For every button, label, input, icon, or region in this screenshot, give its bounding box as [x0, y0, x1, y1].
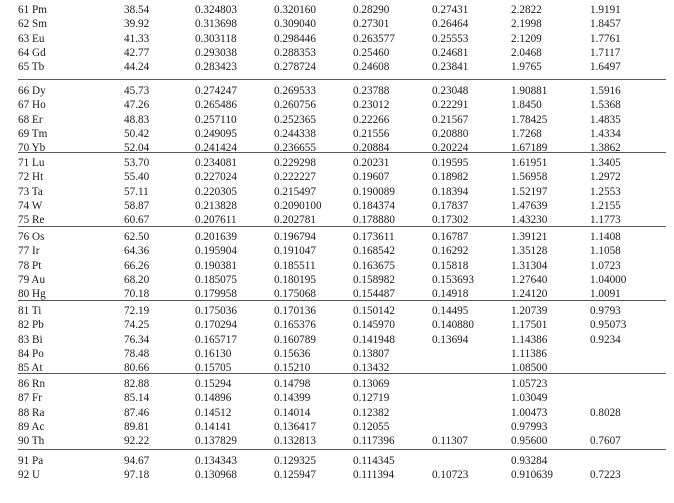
cell-col-5: 0.27431: [432, 4, 469, 16]
cell-col-1: 39.92: [124, 18, 150, 31]
table-row: [0, 287, 674, 301]
cell-element: 75 Re: [18, 214, 45, 227]
table-row: [0, 98, 674, 112]
cell-col-6: 1.24120: [511, 288, 548, 301]
cell-col-2: 0.324803: [195, 4, 237, 16]
cell-col-1: 80.66: [124, 362, 150, 375]
cell-col-1: 57.11: [124, 185, 149, 198]
cell-col-3: 0.278724: [274, 61, 316, 74]
table-row: [0, 230, 674, 244]
cell-col-2: 0.303118: [195, 32, 237, 45]
cell-col-4: 0.158982: [353, 273, 395, 286]
cell-col-6: 1.14386: [511, 333, 548, 346]
table-row: [0, 3, 674, 17]
cell-col-7: 1.1408: [590, 231, 621, 243]
cell-col-2: 0.134343: [195, 455, 237, 467]
cell-col-3: 0.170136: [274, 305, 316, 317]
cell-col-4: 0.145970: [353, 319, 395, 332]
cell-col-3: 0.229298: [274, 157, 316, 169]
cell-element: 88 Ra: [18, 406, 45, 419]
cell-col-6: 1.52197: [511, 185, 548, 198]
cell-col-6: 1.56958: [511, 171, 548, 184]
cell-col-6: 2.1998: [511, 18, 542, 31]
cell-col-3: 0.14798: [274, 378, 311, 390]
cell-col-4: 0.21556: [353, 127, 390, 140]
cell-col-6: 1.7268: [511, 127, 542, 140]
cell-col-1: 97.18: [124, 469, 150, 482]
cell-element: 78 Pt: [18, 259, 42, 272]
cell-col-2: 0.179958: [195, 288, 237, 301]
cell-col-6: 1.61951: [511, 157, 548, 169]
cell-col-4: 0.173611: [353, 231, 395, 243]
cell-col-2: 0.265486: [195, 99, 237, 112]
cell-col-6: 1.67189: [511, 142, 548, 155]
cell-col-6: 0.95600: [511, 435, 548, 448]
cell-col-7: 1.9191: [590, 4, 621, 16]
cell-col-1: 38.54: [124, 4, 150, 16]
cell-element: 74 W: [18, 199, 43, 212]
cell-element: 62 Sm: [18, 18, 47, 31]
cell-col-4: 0.20884: [353, 142, 390, 155]
cell-col-6: 1.90881: [511, 85, 548, 97]
cell-col-1: 53.70: [124, 157, 150, 169]
cell-col-5: 0.21567: [432, 113, 469, 126]
cell-col-5: 0.15818: [432, 259, 469, 272]
table-row: [0, 244, 674, 258]
cell-col-2: 0.249095: [195, 127, 237, 140]
cell-col-1: 64.36: [124, 245, 150, 258]
cell-col-2: 0.137829: [195, 435, 237, 448]
cell-col-5: 0.13694: [432, 333, 469, 346]
cell-col-6: 1.35128: [511, 245, 548, 258]
cell-element: 76 Os: [18, 231, 45, 243]
cell-col-6: 1.05723: [511, 378, 548, 390]
cell-col-3: 0.14399: [274, 392, 311, 405]
cell-element: 77 Ir: [18, 245, 40, 258]
cell-col-6: 1.27640: [511, 273, 548, 286]
cell-col-5: 0.23048: [432, 85, 469, 97]
cell-col-3: 0.15210: [274, 362, 311, 375]
table-row: [0, 170, 674, 184]
cell-col-4: 0.28290: [353, 4, 390, 16]
cell-col-6: 0.93284: [511, 455, 548, 467]
cell-col-2: 0.220305: [195, 185, 237, 198]
cell-col-5: 0.11307: [432, 435, 468, 448]
cell-col-5: 0.19595: [432, 157, 469, 169]
cell-col-1: 85.14: [124, 392, 150, 405]
cell-col-7: 0.7607: [590, 435, 621, 448]
cell-element: 90 Th: [18, 435, 45, 448]
cell-col-3: 0.125947: [274, 469, 316, 482]
cell-col-6: 1.43230: [511, 214, 548, 227]
cell-col-5: 0.153693: [432, 273, 474, 286]
table-row: [0, 156, 674, 170]
cell-col-1: 55.40: [124, 171, 150, 184]
cell-col-1: 94.67: [124, 455, 150, 467]
cell-col-2: 0.293038: [195, 46, 237, 59]
cell-col-2: 0.165717: [195, 333, 237, 346]
cell-col-3: 0.202781: [274, 214, 316, 227]
cell-col-5: 0.17837: [432, 199, 469, 212]
table-row: [0, 304, 674, 318]
cell-col-7: 1.4334: [590, 127, 621, 140]
cell-element: 86 Rn: [18, 378, 46, 390]
cell-col-4: 0.163675: [353, 259, 395, 272]
cell-col-6: 1.47639: [511, 199, 548, 212]
cell-col-3: 0.320160: [274, 4, 316, 16]
table-row: [0, 17, 674, 31]
cell-col-7: 0.7223: [590, 469, 621, 482]
cell-col-5: 0.25553: [432, 32, 469, 45]
cell-col-3: 0.136417: [274, 420, 316, 433]
cell-col-2: 0.14512: [195, 406, 232, 419]
table-row: [0, 391, 674, 405]
table-row: [0, 377, 674, 391]
cell-col-6: 0.97993: [511, 420, 548, 433]
cell-col-2: 0.170294: [195, 319, 237, 332]
cell-element: 83 Bi: [18, 333, 43, 346]
cell-col-4: 0.190089: [353, 185, 395, 198]
cell-col-5: 0.22291: [432, 99, 469, 112]
cell-col-3: 0.191047: [274, 245, 316, 258]
cell-col-7: 1.4835: [590, 113, 621, 126]
cell-col-2: 0.195904: [195, 245, 237, 258]
cell-col-7: 1.7117: [590, 46, 621, 59]
table-row: [0, 318, 674, 332]
cell-col-5: 0.18394: [432, 185, 469, 198]
cell-col-7: 0.9234: [590, 333, 621, 346]
cell-col-3: 0.252365: [274, 113, 316, 126]
cell-col-2: 0.227024: [195, 171, 237, 184]
cell-element: 70 Yb: [18, 142, 46, 155]
cell-col-2: 0.15294: [195, 378, 232, 390]
cell-col-3: 0.180195: [274, 273, 316, 286]
cell-col-5: 0.14495: [432, 305, 469, 317]
cell-col-4: 0.22266: [353, 113, 390, 126]
cell-col-2: 0.207611: [195, 214, 237, 227]
cell-col-3: 0.2090100: [274, 199, 322, 212]
cell-element: 73 Ta: [18, 185, 43, 198]
cell-col-3: 0.185511: [274, 259, 316, 272]
cell-col-1: 47.26: [124, 99, 150, 112]
cell-element: 81 Ti: [18, 305, 42, 317]
table-row: [0, 259, 674, 273]
group-divider: [18, 449, 666, 450]
cell-element: 65 Tb: [18, 61, 45, 74]
cell-col-1: 66.26: [124, 259, 150, 272]
table-row: [0, 333, 674, 347]
cell-col-3: 0.215497: [274, 185, 316, 198]
cell-col-3: 0.14014: [274, 406, 311, 419]
cell-col-1: 45.73: [124, 85, 150, 97]
cell-col-4: 0.13069: [353, 378, 390, 390]
cell-col-2: 0.185075: [195, 273, 237, 286]
cell-element: 69 Tm: [18, 127, 48, 140]
cell-col-7: 0.8028: [590, 406, 621, 419]
cell-col-7: 1.6497: [590, 61, 621, 74]
cell-col-2: 0.14141: [195, 420, 232, 433]
cell-element: 92 U: [18, 469, 41, 482]
cell-element: 72 Ht: [18, 171, 44, 184]
cell-element: 61 Pm: [18, 4, 47, 16]
table-row: [0, 113, 674, 127]
cell-col-7: 1.2155: [590, 199, 621, 212]
cell-element: 89 Ac: [18, 420, 45, 433]
cell-col-2: 0.16130: [195, 347, 232, 360]
cell-col-3: 0.196794: [274, 231, 316, 243]
group-divider: [18, 79, 666, 80]
cell-element: 80 Hg: [18, 288, 46, 301]
cell-col-4: 0.13807: [353, 347, 390, 360]
cell-col-4: 0.23012: [353, 99, 390, 112]
table-row: [0, 84, 674, 98]
cell-col-7: 1.0723: [590, 259, 621, 272]
cell-col-2: 0.175036: [195, 305, 237, 317]
cell-element: 63 Eu: [18, 32, 45, 45]
cell-col-2: 0.130968: [195, 469, 237, 482]
cell-col-1: 41.33: [124, 32, 150, 45]
cell-col-3: 0.260756: [274, 99, 316, 112]
cell-col-4: 0.168542: [353, 245, 395, 258]
cell-col-7: 1.5916: [590, 85, 621, 97]
cell-col-4: 0.23788: [353, 85, 390, 97]
cell-element: 66 Dy: [18, 85, 46, 97]
cell-col-1: 70.18: [124, 288, 150, 301]
cell-col-2: 0.234081: [195, 157, 237, 169]
cell-col-5: 0.20880: [432, 127, 469, 140]
cell-col-4: 0.12382: [353, 406, 390, 419]
cell-col-6: 1.9765: [511, 61, 542, 74]
cell-col-1: 62.50: [124, 231, 150, 243]
cell-col-7: 1.3862: [590, 142, 621, 155]
cell-col-6: 1.8450: [511, 99, 542, 112]
cell-col-5: 0.24681: [432, 46, 469, 59]
cell-col-4: 0.117396: [353, 435, 395, 448]
cell-col-2: 0.257110: [195, 113, 237, 126]
cell-col-7: 1.04000: [590, 273, 627, 286]
cell-col-5: 0.10723: [432, 469, 469, 482]
cell-col-5: 0.17302: [432, 214, 469, 227]
cell-col-4: 0.12719: [353, 392, 390, 405]
cell-col-3: 0.175068: [274, 288, 316, 301]
table-row: [0, 406, 674, 420]
cell-col-6: 1.20739: [511, 305, 548, 317]
cell-col-3: 0.160789: [274, 333, 316, 346]
cell-col-4: 0.24608: [353, 61, 390, 74]
table-row: [0, 273, 674, 287]
cell-col-3: 0.15636: [274, 347, 311, 360]
cell-col-5: 0.18982: [432, 171, 469, 184]
cell-col-1: 82.88: [124, 378, 150, 390]
cell-col-1: 52.04: [124, 142, 150, 155]
cell-col-5: 0.14918: [432, 288, 469, 301]
cell-col-1: 89.81: [124, 420, 150, 433]
cell-element: 79 Au: [18, 273, 46, 286]
cell-col-1: 42.77: [124, 46, 150, 59]
cell-col-4: 0.25460: [353, 46, 390, 59]
table-row: [0, 46, 674, 60]
cell-col-1: 78.48: [124, 347, 150, 360]
cell-col-1: 48.83: [124, 113, 150, 126]
cell-col-1: 44.24: [124, 61, 150, 74]
cell-element: 71 Lu: [18, 157, 45, 169]
cell-col-2: 0.241424: [195, 142, 237, 155]
table-row: [0, 141, 674, 155]
cell-element: 87 Fr: [18, 392, 42, 405]
cell-col-6: 1.17501: [511, 319, 548, 332]
cell-col-4: 0.19607: [353, 171, 390, 184]
cell-col-2: 0.190381: [195, 259, 237, 272]
cell-col-1: 76.34: [124, 333, 150, 346]
cell-col-4: 0.12055: [353, 420, 390, 433]
cell-col-7: 0.95073: [590, 319, 627, 332]
table-row: [0, 454, 674, 468]
cell-col-2: 0.213828: [195, 199, 237, 212]
cell-col-3: 0.288353: [274, 46, 316, 59]
table-row: [0, 213, 674, 227]
cell-col-6: 1.03049: [511, 392, 548, 405]
table-row: [0, 434, 674, 448]
cell-col-1: 50.42: [124, 127, 150, 140]
cell-col-2: 0.201639: [195, 231, 237, 243]
cell-col-6: 1.39121: [511, 231, 548, 243]
cell-col-6: 1.08500: [511, 362, 548, 375]
cell-col-5: 0.26464: [432, 18, 469, 31]
cell-col-5: 0.16292: [432, 245, 469, 258]
cell-col-7: 1.2972: [590, 171, 621, 184]
cell-col-3: 0.298446: [274, 32, 316, 45]
cell-col-6: 2.1209: [511, 32, 542, 45]
cell-col-4: 0.178880: [353, 214, 395, 227]
cell-col-4: 0.263577: [353, 32, 395, 45]
cell-col-1: 74.25: [124, 319, 150, 332]
table-row: [0, 185, 674, 199]
cell-col-7: 1.3405: [590, 157, 621, 169]
table-row: [0, 32, 674, 46]
cell-col-7: 1.1058: [590, 245, 621, 258]
cell-col-4: 0.184374: [353, 199, 395, 212]
table-row: [0, 60, 674, 74]
cell-col-5: 0.140880: [432, 319, 474, 332]
cell-col-2: 0.15705: [195, 362, 232, 375]
cell-col-5: 0.16787: [432, 231, 469, 243]
cell-col-2: 0.313698: [195, 18, 237, 31]
cell-col-4: 0.111394: [353, 469, 395, 482]
cell-col-3: 0.132813: [274, 435, 316, 448]
table-row: [0, 127, 674, 141]
cell-col-4: 0.13432: [353, 362, 390, 375]
cell-element: 82 Pb: [18, 319, 44, 332]
cell-element: 84 Po: [18, 347, 44, 360]
cell-element: 91 Pa: [18, 455, 44, 467]
cell-col-6: 0.910639: [511, 469, 553, 482]
table-row: [0, 361, 674, 375]
cell-col-3: 0.244338: [274, 127, 316, 140]
cell-col-7: 1.5368: [590, 99, 621, 112]
cell-col-1: 92.22: [124, 435, 150, 448]
cell-col-6: 1.31304: [511, 259, 548, 272]
cell-col-1: 60.67: [124, 214, 150, 227]
table-row: [0, 199, 674, 213]
cell-col-3: 0.165376: [274, 319, 316, 332]
cell-col-1: 72.19: [124, 305, 150, 317]
cell-col-6: 1.00473: [511, 406, 548, 419]
cell-col-3: 0.129325: [274, 455, 316, 467]
cell-element: 85 At: [18, 362, 43, 375]
cell-col-2: 0.274247: [195, 85, 237, 97]
cell-col-4: 0.20231: [353, 157, 390, 169]
cell-element: 64 Gd: [18, 46, 46, 59]
cell-col-7: 1.8457: [590, 18, 621, 31]
cell-col-6: 2.2822: [511, 4, 542, 16]
table-row: [0, 347, 674, 361]
cell-col-3: 0.222227: [274, 171, 316, 184]
cell-col-6: 1.78425: [511, 113, 548, 126]
table-row: [0, 420, 674, 434]
cell-col-7: 1.0091: [590, 288, 621, 301]
cell-col-4: 0.27301: [353, 18, 390, 31]
cell-element: 67 Ho: [18, 99, 46, 112]
cell-col-3: 0.269533: [274, 85, 316, 97]
cell-col-1: 87.46: [124, 406, 150, 419]
table-row: [0, 468, 674, 482]
cell-col-1: 68.20: [124, 273, 150, 286]
cell-col-3: 0.309040: [274, 18, 316, 31]
cell-col-3: 0.236655: [274, 142, 316, 155]
cell-col-7: 0.9793: [590, 305, 621, 317]
cell-col-4: 0.141948: [353, 333, 395, 346]
cell-element: 68 Er: [18, 113, 43, 126]
cell-col-4: 0.114345: [353, 455, 395, 467]
cell-col-7: 1.1773: [590, 214, 621, 227]
cell-col-6: 2.0468: [511, 46, 542, 59]
cell-col-6: 1.11386: [511, 347, 547, 360]
cell-col-7: 1.2553: [590, 185, 621, 198]
cell-col-2: 0.14896: [195, 392, 232, 405]
cell-col-1: 58.87: [124, 199, 150, 212]
cell-col-4: 0.154487: [353, 288, 395, 301]
cell-col-4: 0.150142: [353, 305, 395, 317]
cell-col-7: 1.7761: [590, 32, 621, 45]
cell-col-2: 0.283423: [195, 61, 237, 74]
cell-col-5: 0.23841: [432, 61, 469, 74]
cell-col-5: 0.20224: [432, 142, 469, 155]
